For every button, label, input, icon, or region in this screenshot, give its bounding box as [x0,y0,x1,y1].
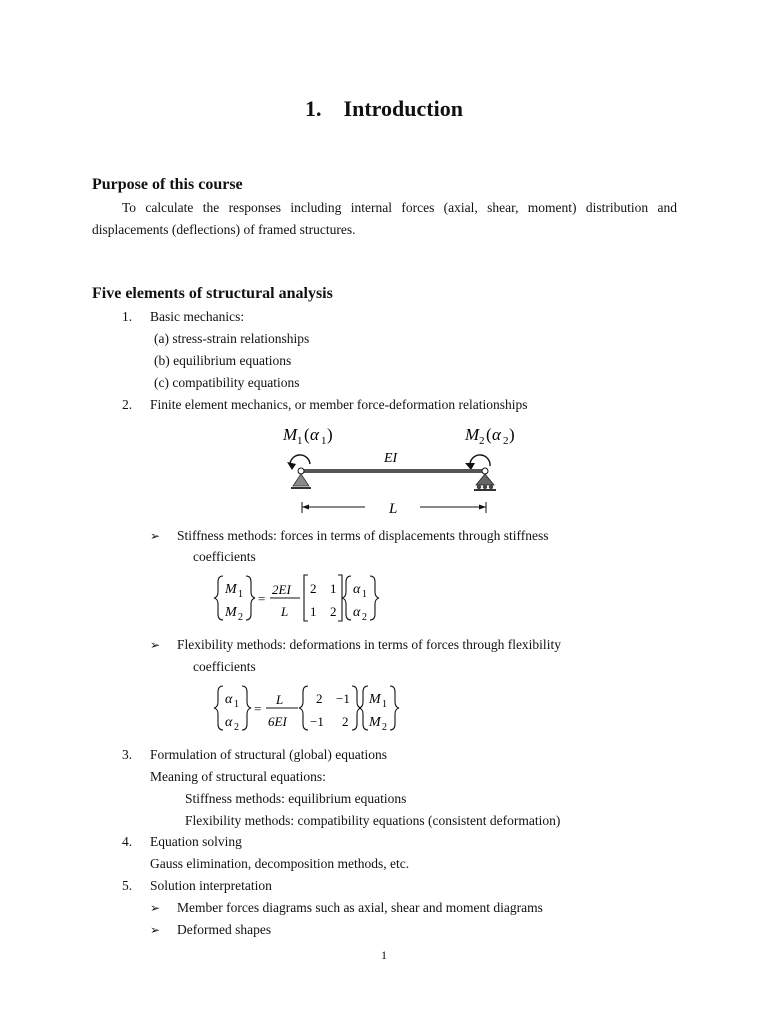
fmatrix-brace-open [299,686,308,730]
interp-item-2: Deformed shapes [177,922,272,937]
vec-a1: α [353,582,361,597]
flex-coef-den: 6EI [268,714,287,729]
stiffness-line-2: coefficients [193,549,256,564]
stiffness-line-1: Stiffness methods: forces in terms of displacements through stiffness [177,528,549,543]
fbrace-left-close [242,686,251,730]
equals-sign: = [258,591,266,606]
vec-a2-sub: 2 [362,612,367,623]
m2-open-paren: ( [486,425,492,444]
meaning-label: Meaning of structural equations: [150,769,326,784]
purpose-heading: Purpose of this course [92,176,243,193]
bracket-close [338,575,342,621]
fvec-m2-sub: 2 [382,722,387,733]
vec-a1-sub: 1 [362,589,367,600]
m2-close-paren: ) [509,425,515,444]
stiff-m22: 2 [330,604,337,619]
item-text-4: Equation solving [150,834,242,849]
item-number-3: 3. [122,747,133,762]
flexibility-equation [212,682,402,734]
a2-subscript: 2 [503,435,509,447]
left-support [293,474,309,486]
vec-a2: α [353,605,361,620]
stiff-m12: 1 [330,581,337,596]
m1-subscript: 1 [297,435,303,447]
fvec-a2-sub: 2 [234,722,239,733]
item-number-5: 5. [122,878,133,893]
item-number-2: 2. [122,397,133,412]
meaning-stiffness: Stiffness methods: equilibrium equations [185,791,407,806]
m1-close-paren: ) [327,425,333,444]
beam-diagram [270,420,530,525]
roller-2 [483,485,487,489]
page-title [0,96,768,122]
fbrace-left-open [214,686,223,730]
fvec-m1-sub: 1 [382,699,387,710]
bracket-open [304,575,308,621]
stiffness-bullet-icon: ➢ [150,529,161,543]
item-text-5: Solution interpretation [150,878,272,893]
flexibility-bullet-icon: ➢ [150,638,161,652]
item-number-1: 1. [122,309,133,324]
flexibility-line-1: Flexibility methods: deformations in terms of forces through flexibility [177,637,561,652]
moment-arrowhead-right [465,463,475,470]
stiffness-equation [212,572,392,624]
fbrace-right-open [359,686,368,730]
fequals-sign: = [254,701,262,716]
five-elements-heading: Five elements of structural analysis [92,285,333,302]
ei-label: EI [384,451,398,466]
flex-m11: 2 [316,691,323,706]
fbrace-right-close [390,686,399,730]
fvec-m1: M [369,692,381,707]
a1-subscript: 1 [321,435,327,447]
flex-m22: 2 [342,714,349,729]
stiff-m21: 1 [310,604,317,619]
vec-m2: M [225,605,237,620]
solving-detail: Gauss elimination, decomposition methods, etc. [150,856,410,871]
stiff-m11: 2 [310,581,317,596]
fvec-a2: α [225,715,233,730]
title-text: Introduction [343,96,463,121]
stiffness-coef-num: 2EI [272,582,291,597]
dim-arrow-left [302,505,309,510]
vec-m1: M [225,582,237,597]
flex-coef-num: L [276,692,284,707]
interp-bullet-icon-1: ➢ [150,901,161,915]
interp-item-1: Member forces diagrams such as axial, shear and moment diagrams [177,900,543,915]
item-number-4: 4. [122,834,133,849]
fvec-a1-sub: 1 [234,699,239,710]
brace-left-open [214,576,223,620]
beam [300,469,486,473]
meaning-flexibility: Flexibility methods: compatibility equations (consistent deformation) [185,813,561,828]
flexibility-line-2: coefficients [193,659,256,674]
moment-arrowhead-left [287,462,296,470]
a2-label: α [492,425,501,444]
vec-m2-sub: 2 [238,612,243,623]
a1-label: α [310,425,319,444]
dim-arrow-right [479,505,486,510]
m2-subscript: 2 [479,435,485,447]
stiffness-coef-den: L [281,604,289,619]
page-number: 1 [381,948,387,962]
flex-m21: −1 [310,714,324,729]
brace-right-close [370,576,379,620]
basic-sub-c: (c) compatibility equations [154,375,300,390]
m1-label: M [283,425,298,444]
title-number: 1. [305,96,322,121]
flex-m12: −1 [336,691,350,706]
right-support [476,474,494,485]
purpose-paragraph: To calculate the responses including internal forces (axial, shear, moment) distribution and displacements (deflections) of framed structures. [92,200,677,237]
vec-m1-sub: 1 [238,589,243,600]
m2-label: M [465,425,480,444]
basic-sub-a: (a) stress-strain relationships [154,331,310,346]
basic-sub-b: (b) equilibrium equations [154,353,292,368]
item-text-1: Basic mechanics: [150,309,245,324]
item-text-2: Finite element mechanics, or member force-deformation relationships [150,397,528,412]
roller-3 [489,485,493,489]
item-text-3: Formulation of structural (global) equations [150,747,387,762]
right-pin [482,468,488,474]
m1-open-paren: ( [304,425,310,444]
brace-left-close [246,576,255,620]
length-label: L [389,501,398,517]
left-pin [298,468,304,474]
interp-bullet-icon-2: ➢ [150,923,161,937]
roller-1 [477,485,481,489]
fvec-a1: α [225,692,233,707]
fvec-m2: M [369,715,381,730]
brace-right-open [342,576,351,620]
